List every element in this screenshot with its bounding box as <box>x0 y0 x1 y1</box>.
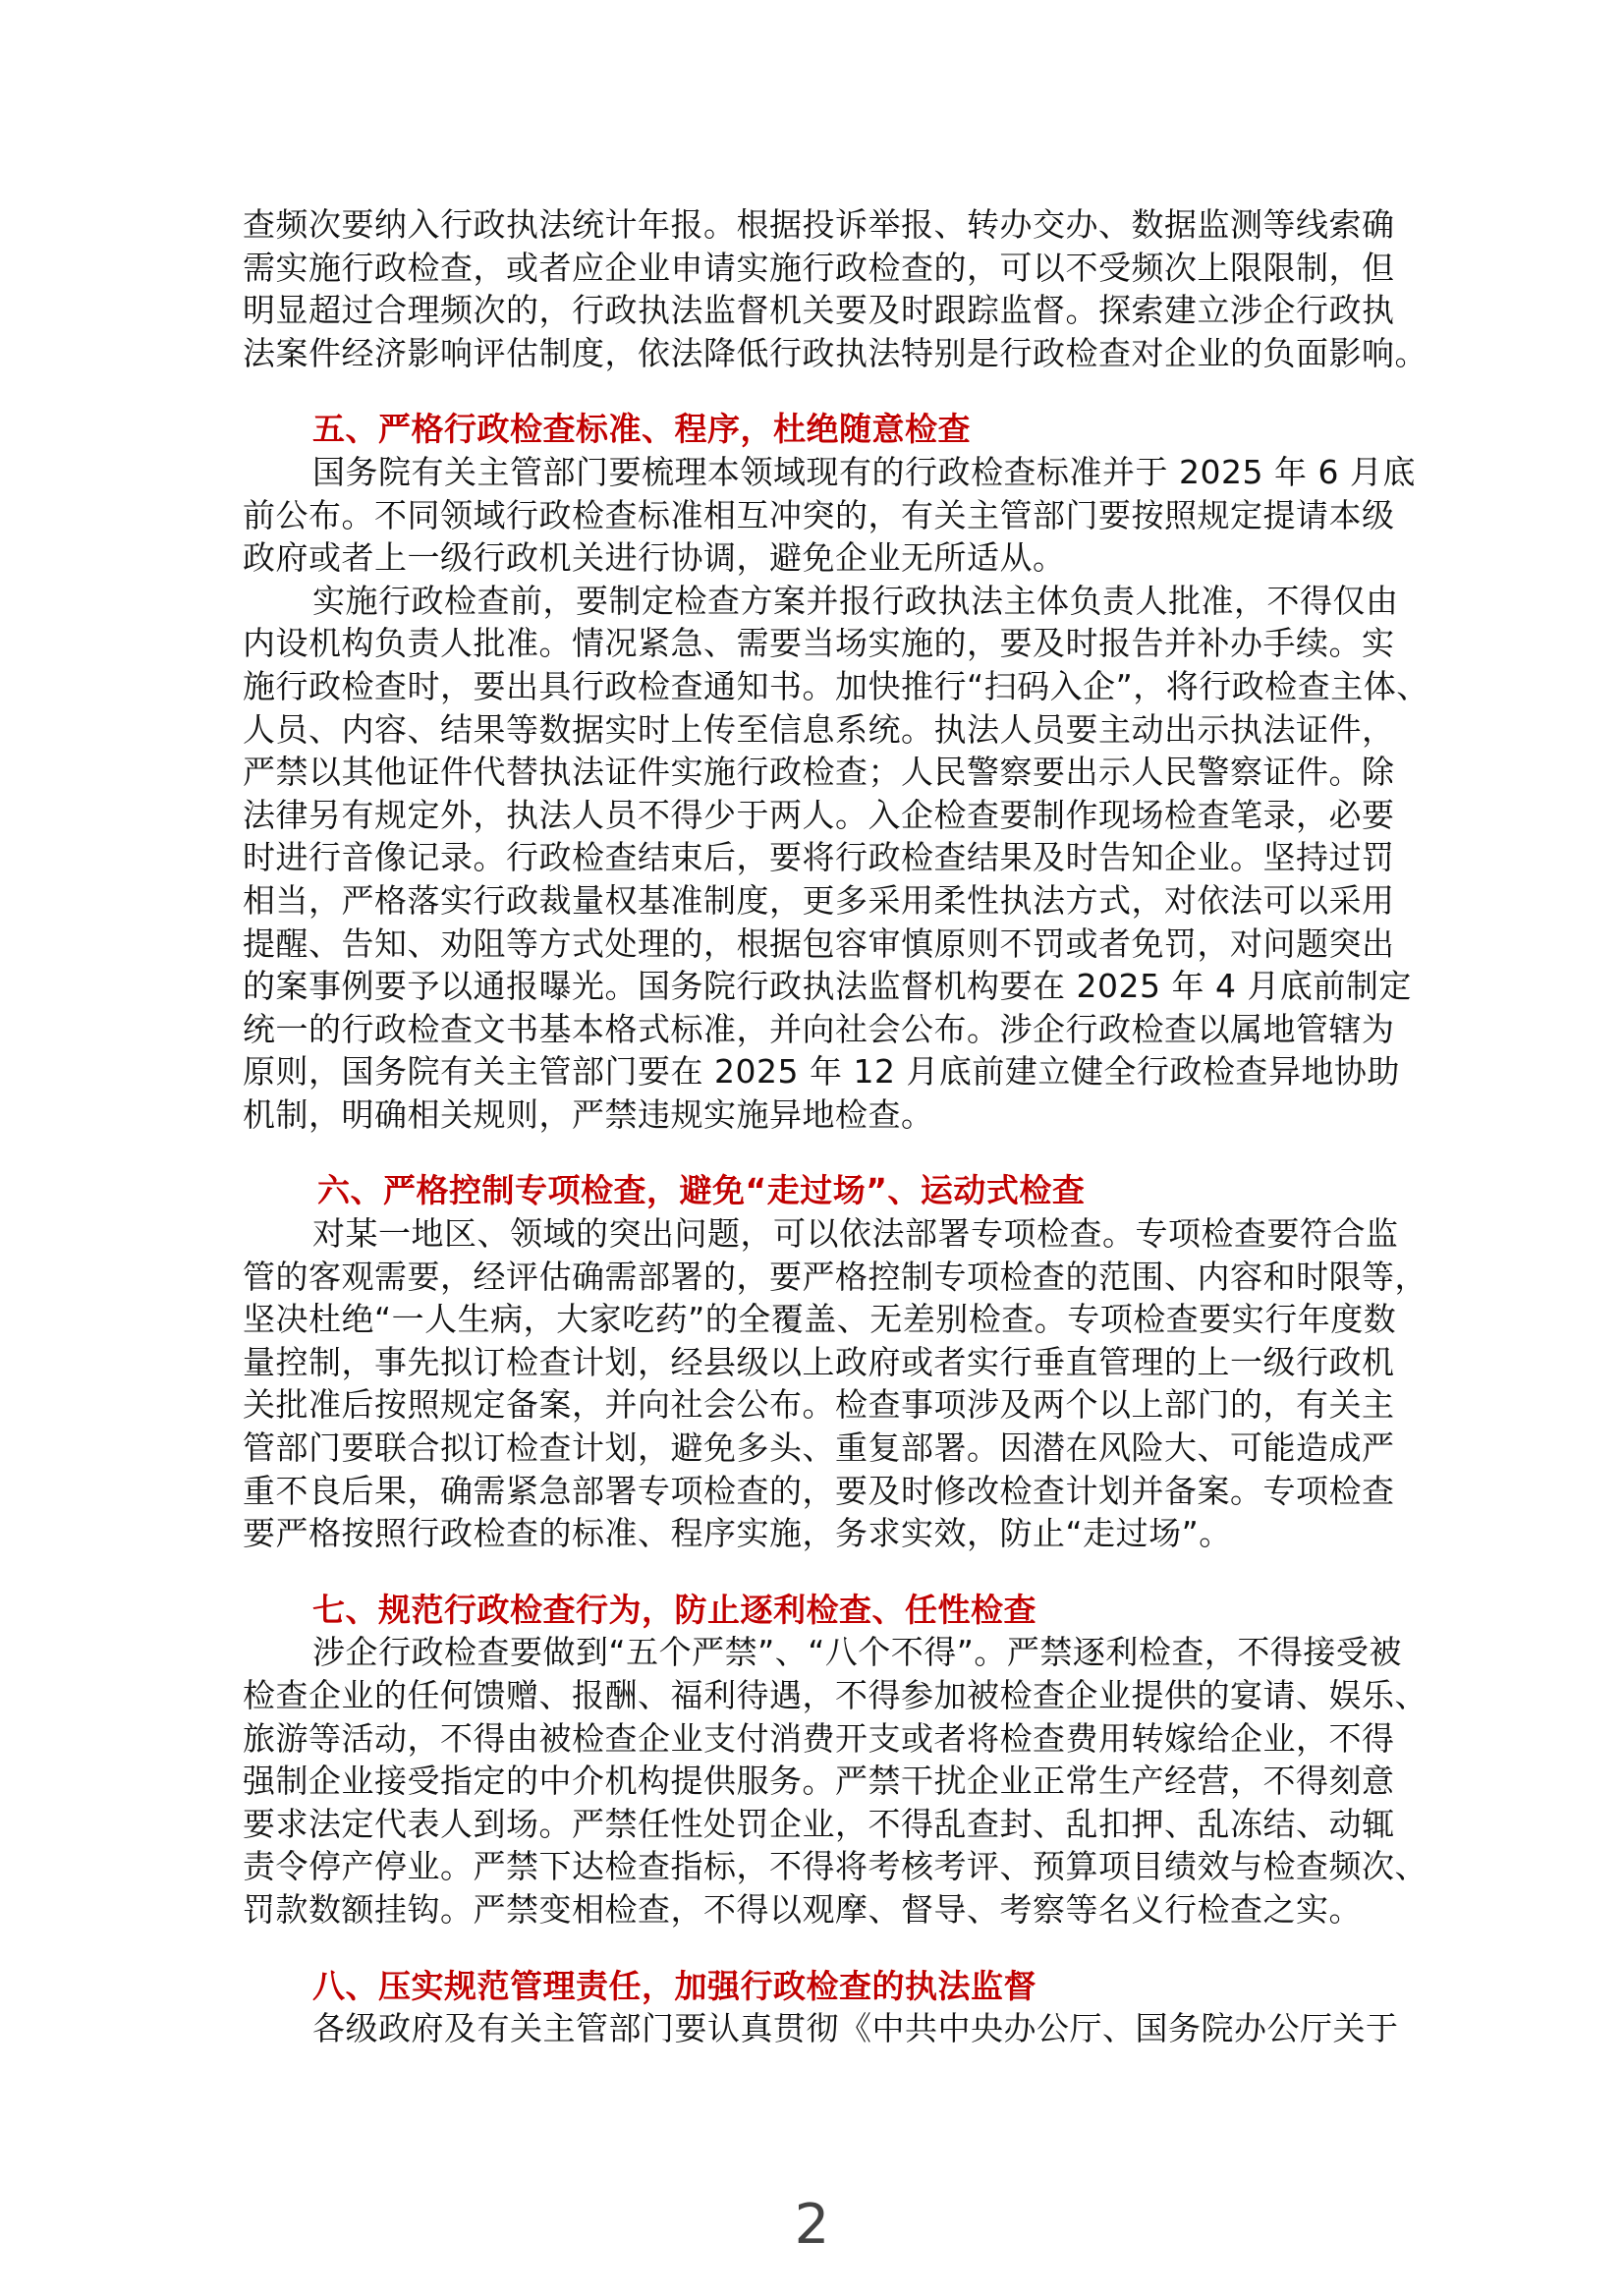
text-line: 重不良后果，确需紧急部署专项检查的，要及时修改检查计划并备案。专项检查 <box>243 1471 1395 1510</box>
text-line: 涉企行政检查要做到“五个严禁”、“八个不得”。严禁逐利检查，不得接受被 <box>312 1633 1402 1672</box>
text-line: 的案事例要予以通报曝光。国务院行政执法监督机构要在 2025 年 4 月底前制定 <box>243 967 1412 1006</box>
text-line: 管的客观需要，经评估确需部署的，要严格控制专项检查的范围、内容和时限等， <box>243 1257 1428 1296</box>
text-line: 责令停产停业。严禁下达检查指标，不得将考核考评、预算项目绩效与检查频次、 <box>243 1847 1428 1886</box>
text-line: 严禁以其他证件代替执法证件实施行政检查；人民警察要出示人民警察证件。除 <box>243 753 1395 792</box>
document-page <box>243 203 1429 2050</box>
text-line: 相当，严格落实行政裁量权基准制度，更多采用柔性执法方式，对依法可以采用 <box>243 880 1395 920</box>
text-line: 时进行音像记录。行政检查结束后，要将行政检查结果及时告知企业。坚持过罚 <box>243 838 1395 877</box>
paragraph <box>243 1212 1428 1555</box>
section-gap <box>243 1932 1382 1965</box>
text-line: 对某一地区、领域的突出问题，可以依法部署专项检查。专项检查要符合监 <box>312 1214 1399 1254</box>
paragraph <box>243 2007 1399 2050</box>
intro-paragraph <box>243 203 1428 374</box>
section-heading: 八、压实规范管理责任，加强行政检查的执法监督 <box>312 1966 1036 2005</box>
section-5 <box>243 408 1429 1136</box>
section-heading: 五、严格行政检查标准、程序，杜绝随意检查 <box>312 410 971 449</box>
text-line: 施行政检查时，要出具行政检查通知书。加快推行“扫码入企”，将行政检查主体、 <box>243 666 1429 705</box>
page-number: 2 <box>794 2193 830 2257</box>
text-line: 法案件经济影响评估制度，依法降低行政执法特别是行政检查对企业的负面影响。 <box>243 333 1428 372</box>
text-line: 内设机构负责人批准。情况紧急、需要当场实施的，要及时报告并补办手续。实 <box>243 624 1395 663</box>
paragraph <box>243 580 1429 1137</box>
text-line: 各级政府及有关主管部门要认真贯彻《中共中央办公厅、国务院办公厅关于 <box>312 2009 1399 2048</box>
text-line: 关批准后按照规定备案，并向社会公布。检查事项涉及两个以上部门的，有关主 <box>243 1385 1395 1425</box>
section-gap <box>243 374 1382 408</box>
text-line: 检查企业的任何馈赠、报酬、福利待遇，不得参加被检查企业提供的宴请、娱乐、 <box>243 1676 1428 1714</box>
text-line: 明显超过合理频次的，行政执法监督机关要及时跟踪监督。探索建立涉企行政执 <box>243 291 1395 330</box>
text-line: 强制企业接受指定的中介机构提供服务。严禁干扰企业正常生产经营，不得刻意 <box>243 1762 1395 1801</box>
paragraph <box>243 1631 1428 1931</box>
section-heading: 六、严格控制专项检查，避免“走过场”、运动式检查 <box>317 1171 1086 1210</box>
text-line: 法律另有规定外，执法人员不得少于两人。入企检查要制作现场检查笔录，必要 <box>243 795 1395 834</box>
text-line: 统一的行政检查文书基本格式标准，并向社会公布。涉企行政检查以属地管辖为 <box>243 1009 1395 1048</box>
text-line: 国务院有关主管部门要梳理本领域现有的行政检查标准并于 2025 年 6 月底 <box>312 452 1416 491</box>
text-line: 坚决杜绝“一人生病，大家吃药”的全覆盖、无差别检查。专项检查要实行年度数 <box>243 1300 1397 1339</box>
text-line: 提醒、告知、劝阻等方式处理的，根据包容审慎原则不罚或者免罚，对问题突出 <box>243 924 1395 963</box>
text-line: 实施行政检查前，要制定检查方案并报行政执法主体负责人批准，不得仅由 <box>312 581 1399 620</box>
text-line: 政府或者上一级行政机关进行协调，避免企业无所适从。 <box>243 538 1066 578</box>
paragraph <box>243 451 1416 580</box>
text-line: 原则，国务院有关主管部门要在 2025 年 12 月底前建立健全行政检查异地协助 <box>243 1052 1400 1092</box>
text-line: 罚款数额挂钩。严禁变相检查，不得以观摩、督导、考察等名义行检查之实。 <box>243 1889 1362 1929</box>
text-line: 要严格按照行政检查的标准、程序实施，务求实效，防止“走过场”。 <box>243 1514 1232 1553</box>
text-line: 量控制，事先拟订检查计划，经县级以上政府或者实行垂直管理的上一级行政机 <box>243 1342 1395 1381</box>
section-7 <box>243 1589 1428 1932</box>
text-line: 机制，明确相关规则，严禁违规实施异地检查。 <box>243 1094 934 1134</box>
text-line: 前公布。不同领域行政检查标准相互冲突的，有关主管部门要按照规定提请本级 <box>243 495 1395 534</box>
section-gap <box>243 1555 1382 1589</box>
text-line: 旅游等活动，不得由被检查企业支付消费开支或者将检查费用转嫁给企业，不得 <box>243 1718 1395 1758</box>
section-heading: 七、规范行政检查行为，防止逐利检查、任性检查 <box>312 1590 1036 1629</box>
text-line: 人员、内容、结果等数据实时上传至信息系统。执法人员要主动出示执法证件， <box>243 709 1395 749</box>
section-gap <box>243 1136 1382 1169</box>
section-8 <box>243 1965 1399 2050</box>
text-line: 查频次要纳入行政执法统计年报。根据投诉举报、转办交办、数据监测等线索确 <box>243 205 1395 244</box>
text-line: 需实施行政检查，或者应企业申请实施行政检查的，可以不受频次上限限制，但 <box>243 248 1395 287</box>
text-line: 管部门要联合拟订检查计划，避免多头、重复部署。因潜在风险大、可能造成严 <box>243 1428 1395 1468</box>
text-line: 要求法定代表人到场。严禁任性处罚企业，不得乱查封、乱扣押、乱冻结、动辄 <box>243 1804 1395 1843</box>
section-6 <box>243 1169 1428 1554</box>
